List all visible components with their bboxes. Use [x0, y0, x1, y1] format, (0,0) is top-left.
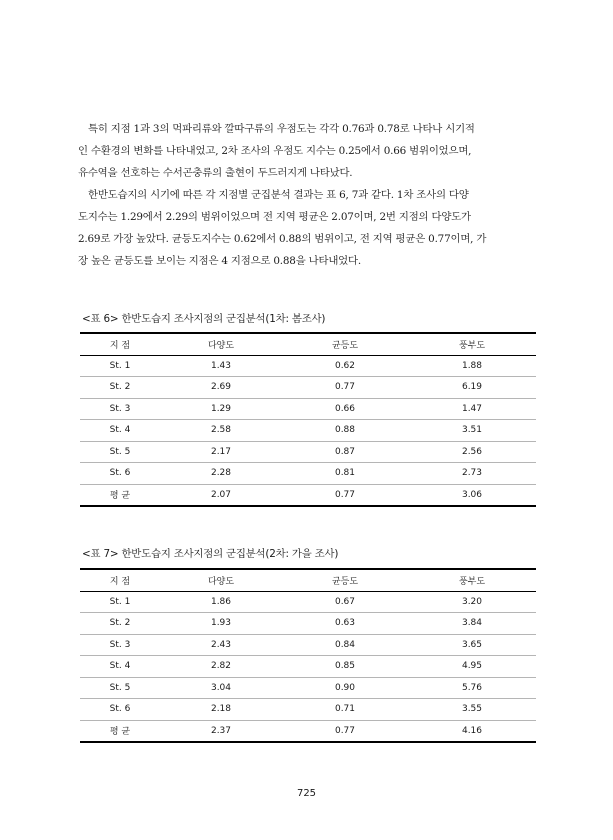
cell-evenness: 0.87 [282, 441, 408, 463]
table-row [80, 677, 536, 699]
table-row [80, 656, 536, 678]
cell-station: St. 1 [80, 591, 160, 613]
cell-evenness: 0.77 [282, 484, 408, 506]
cell-station: St. 3 [80, 398, 160, 420]
cell-diversity: 2.82 [160, 656, 282, 678]
cell-richness: 3.06 [408, 484, 536, 506]
cell-station: St. 6 [80, 463, 160, 485]
cell-station: 평 균 [80, 484, 160, 506]
cell-evenness: 0.81 [282, 463, 408, 485]
cell-station: St. 4 [80, 420, 160, 442]
cell-richness: 3.84 [408, 613, 536, 635]
cell-richness: 3.55 [408, 699, 536, 721]
header-station: 지 점 [80, 333, 160, 355]
paragraph-line: 도지수는 1.29에서 2.29의 범위이었으며 전 지역 평균은 2.07이며, 2번 지점의 다양도가 [78, 211, 471, 223]
cell-richness: 1.47 [408, 398, 536, 420]
paragraph-line: 특히 지점 1과 3의 먹파리류와 깔따구류의 우점도는 각각 0.76과 0.78로 나타나 시기적 [88, 123, 475, 135]
table-average-row [80, 484, 536, 506]
header-richness: 풍부도 [408, 333, 536, 355]
cell-evenness: 0.77 [282, 377, 408, 399]
header-diversity: 다양도 [160, 333, 282, 355]
table-header-row [80, 569, 536, 591]
cell-evenness: 0.63 [282, 613, 408, 635]
cell-diversity: 2.69 [160, 377, 282, 399]
header-richness: 풍부도 [408, 569, 536, 591]
table-6-caption: <표 6> 한반도습지 조사지점의 군집분석(1차: 봄조사) [82, 313, 326, 325]
cell-evenness: 0.71 [282, 699, 408, 721]
cell-diversity: 2.58 [160, 420, 282, 442]
cell-diversity: 1.93 [160, 613, 282, 635]
cell-richness: 4.95 [408, 656, 536, 678]
cell-evenness: 0.85 [282, 656, 408, 678]
cell-station: St. 2 [80, 377, 160, 399]
table-6 [80, 332, 536, 507]
table-row [80, 634, 536, 656]
cell-station: St. 1 [80, 355, 160, 377]
cell-evenness: 0.62 [282, 355, 408, 377]
table-row [80, 699, 536, 721]
cell-richness: 5.76 [408, 677, 536, 699]
cell-richness: 3.20 [408, 591, 536, 613]
cell-diversity: 1.43 [160, 355, 282, 377]
cell-station: St. 4 [80, 656, 160, 678]
header-diversity: 다양도 [160, 569, 282, 591]
cell-diversity: 1.29 [160, 398, 282, 420]
table-row [80, 463, 536, 485]
table-row [80, 420, 536, 442]
paragraph-line: 한반도습지의 시기에 따른 각 지점별 군집분석 결과는 표 6, 7과 같다. 1차 조사의 다양 [88, 189, 469, 201]
cell-diversity: 1.86 [160, 591, 282, 613]
table-7-caption: <표 7> 한반도습지 조사지점의 군집분석(2차: 가을 조사) [82, 548, 339, 560]
table-row [80, 377, 536, 399]
cell-evenness: 0.67 [282, 591, 408, 613]
paragraph-line: 유수역을 선호하는 수서곤충류의 출현이 두드러지게 나타났다. [78, 167, 353, 179]
header-evenness: 균등도 [282, 333, 408, 355]
body-paragraph-1 [78, 118, 540, 184]
cell-evenness: 0.90 [282, 677, 408, 699]
cell-richness: 6.19 [408, 377, 536, 399]
cell-richness: 4.16 [408, 720, 536, 742]
cell-station: St. 3 [80, 634, 160, 656]
table-row [80, 355, 536, 377]
cell-diversity: 2.28 [160, 463, 282, 485]
cell-evenness: 0.77 [282, 720, 408, 742]
paragraph-line: 장 높은 균등도를 보이는 지점은 4 지점으로 0.88을 나타내었다. [78, 255, 361, 267]
cell-diversity: 2.37 [160, 720, 282, 742]
header-evenness: 균등도 [282, 569, 408, 591]
cell-richness: 1.88 [408, 355, 536, 377]
table-average-row [80, 720, 536, 742]
cell-station: St. 6 [80, 699, 160, 721]
cell-diversity: 2.18 [160, 699, 282, 721]
paragraph-line: 인 수환경의 변화를 나타내었고, 2차 조사의 우점도 지수는 0.25에서 0.66 범위이었으며, [78, 145, 472, 157]
table-row [80, 613, 536, 635]
table-row [80, 591, 536, 613]
cell-evenness: 0.88 [282, 420, 408, 442]
cell-station: St. 2 [80, 613, 160, 635]
page-number: 725 [296, 788, 317, 799]
cell-richness: 3.65 [408, 634, 536, 656]
cell-station: 평 균 [80, 720, 160, 742]
body-paragraph-2 [78, 184, 540, 272]
cell-evenness: 0.66 [282, 398, 408, 420]
header-station: 지 점 [80, 569, 160, 591]
table-row [80, 441, 536, 463]
cell-diversity: 2.17 [160, 441, 282, 463]
table-header-row [80, 333, 536, 355]
table-row [80, 398, 536, 420]
paragraph-line: 2.69로 가장 높았다. 균등도지수는 0.62에서 0.88의 범위이고, 전 지역 평균은 0.77이며, 가 [78, 233, 487, 245]
cell-station: St. 5 [80, 677, 160, 699]
cell-station: St. 5 [80, 441, 160, 463]
table-7 [80, 568, 536, 743]
cell-richness: 3.51 [408, 420, 536, 442]
cell-diversity: 2.43 [160, 634, 282, 656]
cell-diversity: 3.04 [160, 677, 282, 699]
cell-richness: 2.56 [408, 441, 536, 463]
cell-evenness: 0.84 [282, 634, 408, 656]
cell-richness: 2.73 [408, 463, 536, 485]
cell-diversity: 2.07 [160, 484, 282, 506]
